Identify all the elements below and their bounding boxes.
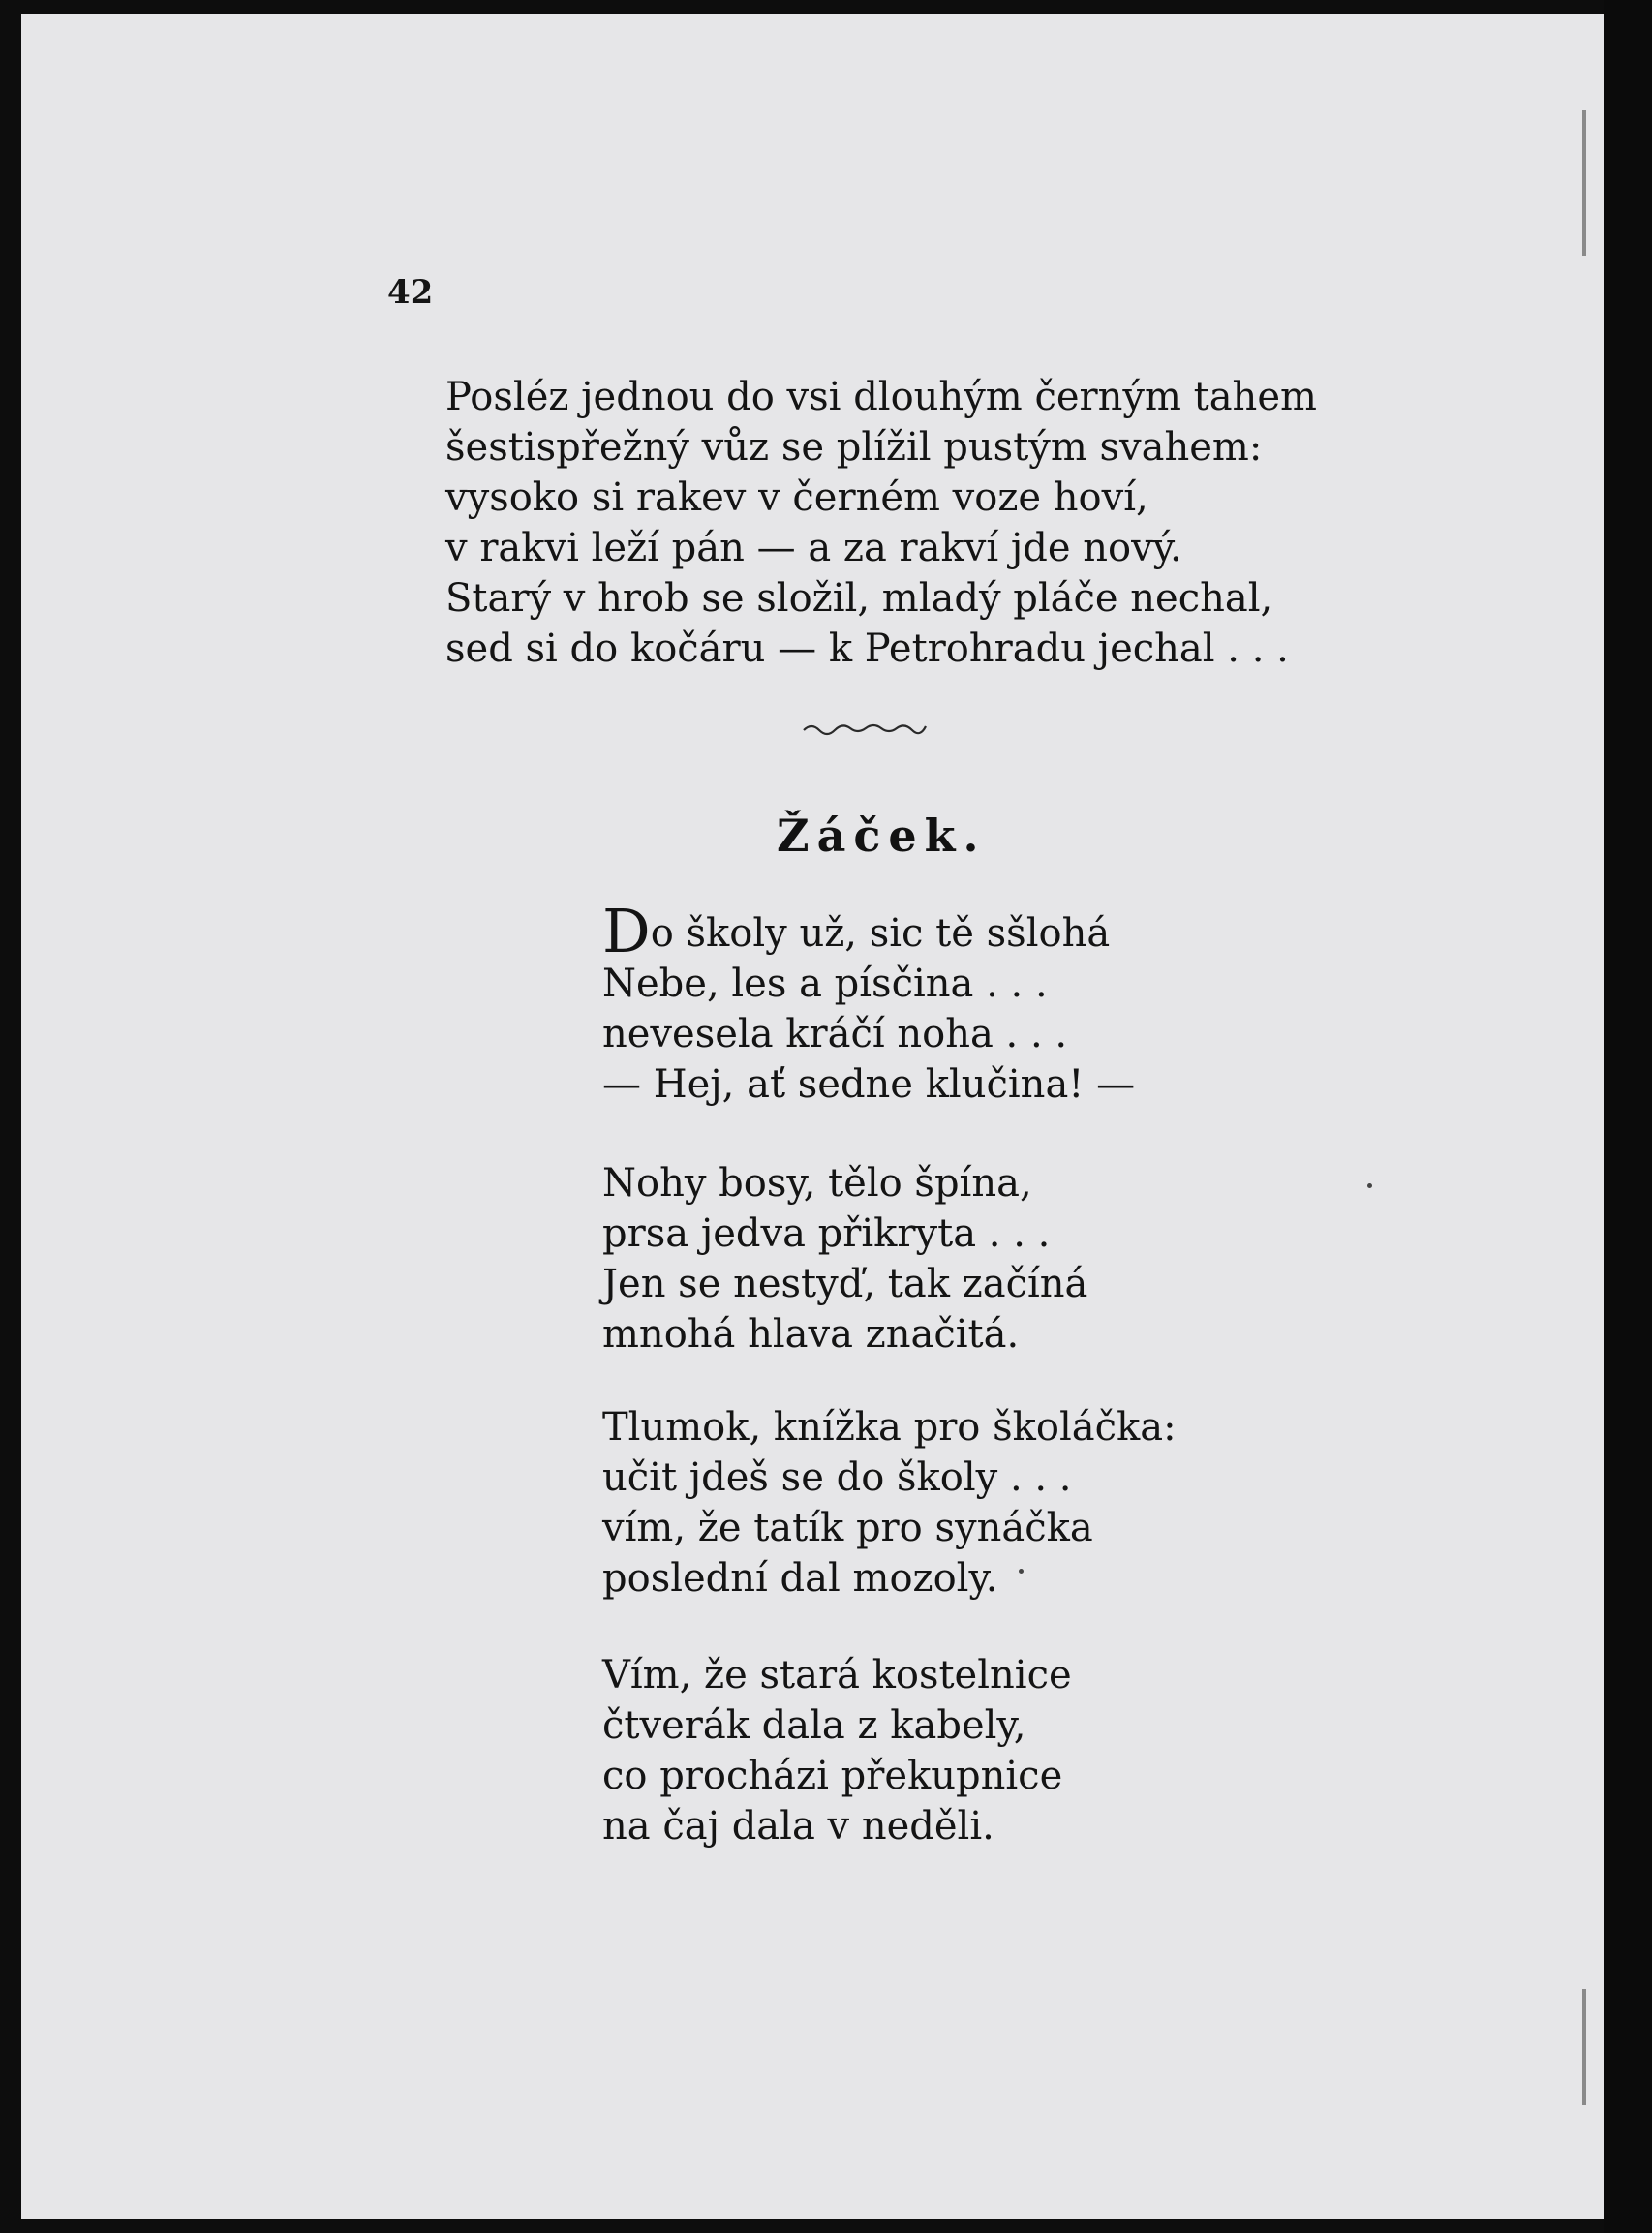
verse-line: vysoko si rakev v černém voze hoví, [445,475,1148,520]
page-edge-mark [1582,110,1586,256]
initial-letter: D [602,896,651,966]
verse-line: Tlumok, knížka pro školáčka: [602,1405,1177,1450]
verse-line: Nebe, les a písčina . . . [602,962,1048,1006]
scan-binding-shadow [1604,0,1652,2233]
verse-line-first [602,896,1135,966]
verse-line: co procházi překupnice [602,1754,1063,1798]
verse-line: Posléz jednou do vsi dlouhým černým tahem [445,375,1317,419]
verse-line: — Hej, ať sedne klučina! — [602,1062,1136,1107]
verse-line: sed si do kočáru — k Petrohradu jechal . . . [445,627,1289,671]
verse-line: v rakvi leží pán — a za rakví jde nový. [445,526,1182,570]
verse-line: prsa jedva přikryta . . . [602,1211,1051,1256]
poem-stanza-1 [602,896,1136,1110]
verse-line: čtverák dala z kabely, [602,1703,1026,1748]
first-line-text: o školy už, sic tě sšlohá [650,911,1111,956]
poem-title: Žáček. [777,810,987,862]
verse-line: Starý v hrob se složil, mladý pláče nechal, [445,576,1273,621]
verse-line: šestispřežný vůz se plížil pustým svahem: [445,425,1263,470]
verse-line: Vím, že stará kostelnice [602,1653,1072,1698]
page-edge-mark [1582,1989,1586,2105]
verse-line: vím, že tatík pro synáčka [602,1506,1093,1550]
verse-line: nevesela kráčí noha . . . [602,1012,1068,1056]
verse-line: na čaj dala v neděli. [602,1804,994,1849]
verse-line: mnohá hlava značitá. [602,1312,1020,1357]
book-page [21,14,1604,2219]
opening-stanza [445,372,1317,674]
page-number: 42 [387,273,434,312]
wavy-divider-ornament [802,717,928,740]
paper-speck [1367,1183,1372,1188]
poem-stanza-2 [602,1158,1087,1360]
poem-stanza-3 [602,1402,1177,1604]
verse-line: poslední dal mozoly. [602,1556,998,1601]
verse-line: Jen se nestyď, tak začíná [602,1262,1088,1306]
verse-line: Nohy bosy, tělo špína, [602,1161,1032,1206]
poem-stanza-4 [602,1650,1072,1851]
verse-line: učit jdeš se do školy . . . [602,1455,1072,1500]
